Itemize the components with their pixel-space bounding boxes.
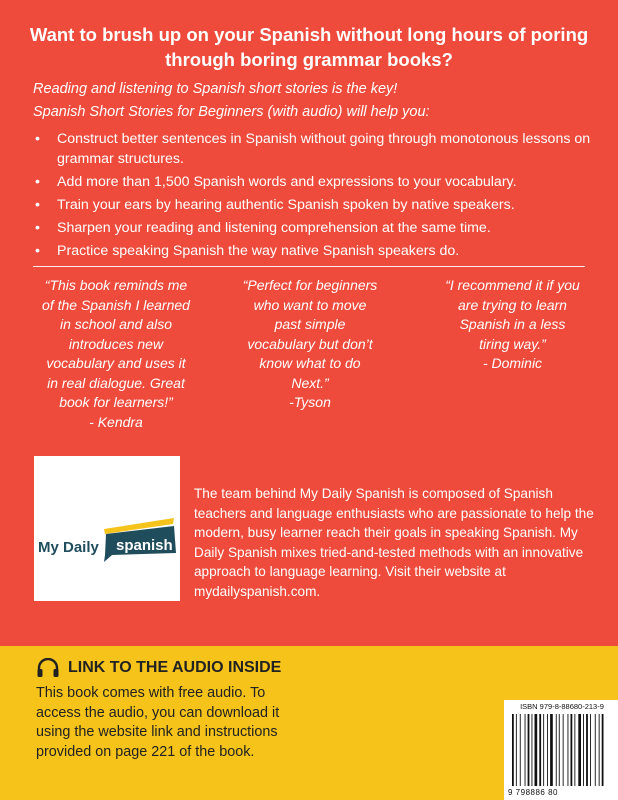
testimonial-tyson [241,276,379,413]
testimonial-kendra [40,276,192,432]
benefit-text: Practice speaking Spanish the way native Spanish speakers do. [57,242,460,259]
headline-line-1: Want to brush up on your Spanish without long hours of poring [29,24,589,45]
logo-text-part1: My Daily [38,539,99,556]
intro [33,78,593,124]
list-item [33,130,598,169]
testimonial-author: - Kendra [89,413,143,430]
my-daily-spanish-logo [34,456,180,601]
testimonial-quote: “I recommend it if you are trying to learn Spanish in a less tiring way.” [445,277,580,352]
audio-heading [36,658,281,678]
testimonial-quote: “This book reminds me of the Spanish I learned in school and also introduces new vocabulary and uses it in real dialogue. Great book for learners!” [42,277,190,410]
intro-line-1: Reading and listening to Spanish short stories is the key! [33,81,398,97]
bullet-icon: • [35,173,40,190]
testimonial-dominic [445,276,580,374]
publisher-logo [34,456,180,601]
bullet-icon: • [35,131,40,147]
testimonial-quote: “Perfect for beginners who want to move past simple vocabulary but don’t know what to do Next.” [242,277,378,391]
benefit-text: Sharpen your reading and listening comprehension at the same time. [57,219,491,236]
audio-description: This book comes with free audio. To access the audio, you can download it using the website link and instructions provided on page 221 of the book. [36,685,280,760]
headphones-icon [36,658,60,678]
intro-line-2: Spanish Short Stories for Beginners (with audio) will help you: [33,104,430,120]
isbn-barcode [504,700,618,800]
testimonial-author: - Dominic [482,355,543,371]
testimonial-author: -Tyson [289,394,331,410]
list-item [33,196,598,216]
audio-title: LINK TO THE AUDIO INSIDE [68,659,282,676]
headline-line-2: through boring grammar books? [165,49,453,70]
bullet-icon: • [35,219,40,236]
list-item [33,173,598,193]
benefit-text: Construct better sentences in Spanish without going through monotonous lessons on grammar structures. [57,131,591,167]
benefit-text: Add more than 1,500 Spanish words and expressions to your vocabulary. [57,173,517,190]
bullet-icon: • [35,196,40,213]
list-item [33,219,598,239]
benefit-list [33,130,598,265]
headline [24,22,594,72]
benefit-text: Train your ears by hearing authentic Spanish spoken by native speakers. [57,196,515,213]
barcode-bars [512,714,612,786]
bullet-icon: • [35,242,40,259]
logo-text-part2: spanish [116,537,173,554]
list-item [33,242,598,262]
divider [33,266,585,267]
isbn-label: ISBN 979-8-88680-213-9 [520,702,604,711]
about-publisher: The team behind My Daily Spanish is composed of Spanish teachers and language enthusiasts who are passionate to help the modern, busy learner reach their goals in speaking Spanish. My Daily Spanish mixes tried-and-tested methods with an innovative approach to language learning. Visit their website at mydailyspanish.com. [194,486,594,599]
barcode-digits: 9 798886 80 [508,788,558,797]
